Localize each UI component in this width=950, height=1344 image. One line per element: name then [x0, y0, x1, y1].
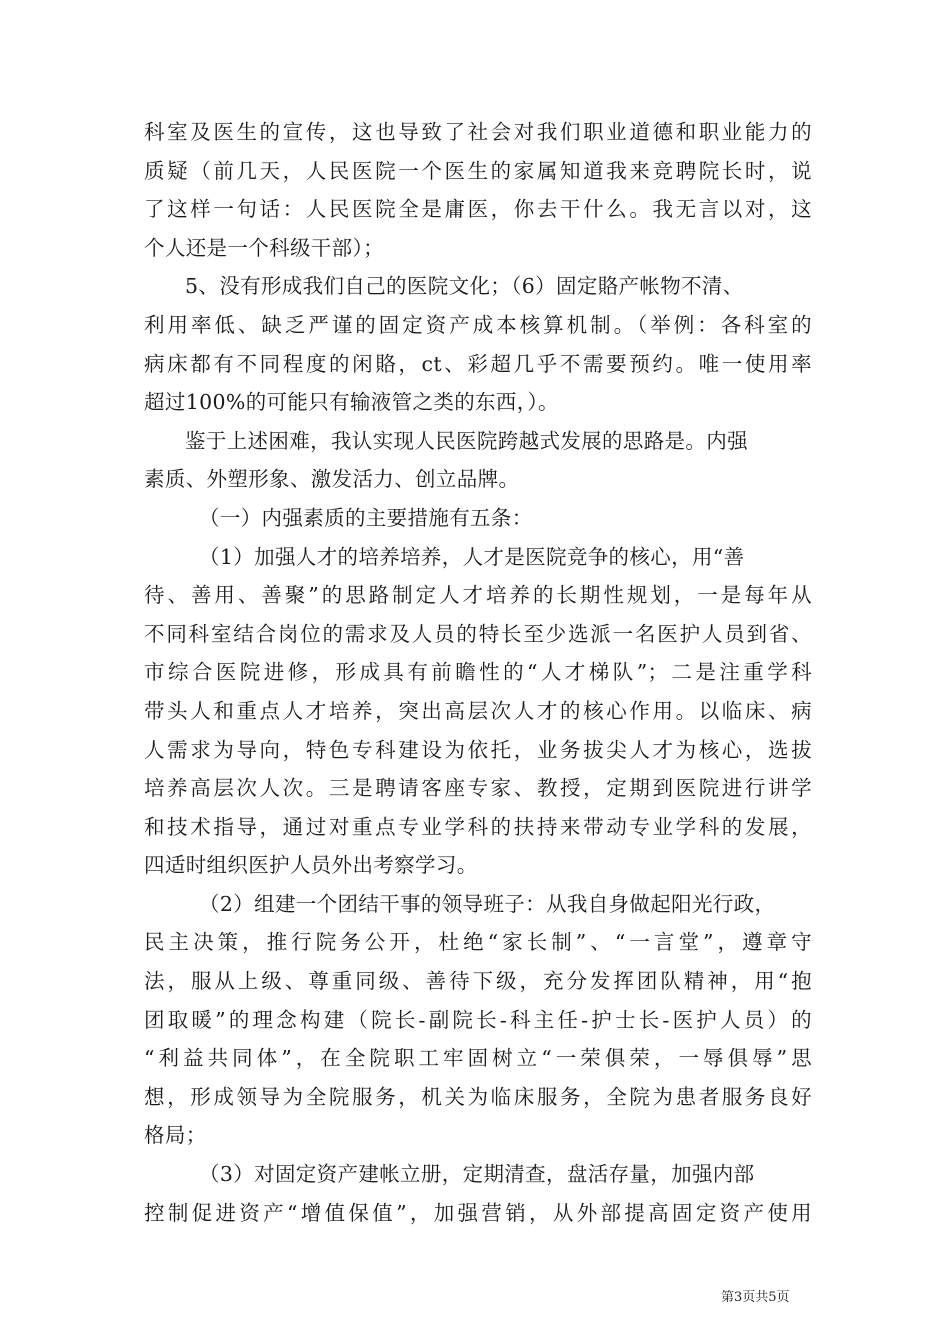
text-line: 和技术指导，通过对重点专业学科的扶持来带动专业学科的发展， — [144, 814, 812, 839]
text-line: 5、没有形成我们自己的医院文化；（6）固定賂产帐物不清、 — [185, 274, 744, 299]
text-line: 不同科室结合岗位的需求及人员的特长至少选派一名医护人员到省、 — [144, 621, 812, 646]
text-line: 病床都有不同程度的闲賂，ct、彩超几乎不需要预约。唯一使用率 — [144, 351, 812, 376]
text-line: 了这样一句话：人民医院全是庸医，你去干什么。我无言以对，这 — [144, 197, 812, 222]
text-line: （一）内强素质的主要措施有五条： — [199, 505, 533, 530]
text-line: “利益共同体”，在全院职工牢固树立“一荣俱荣，一辱俱辱”思 — [144, 1046, 812, 1071]
document-body — [144, 113, 812, 1232]
text-line: 民主决策，推行院务公开，杜绝“家长制”、“一言堂”，遵章守 — [144, 930, 812, 955]
text-line: 超过100%的可能只有输液管之类的东西，）。 — [144, 390, 559, 415]
text-line: 培养高层次人次。三是聘请客座专家、教授，定期到医院进行讲学 — [144, 776, 812, 801]
text-line: （2）组建一个团结干事的领导班子：从我自身做起阳光行政， — [199, 891, 776, 916]
text-line: 法，服从上级、尊重同级、善待下级，充分发挥团队精神，用“抱 — [144, 969, 812, 994]
text-line: （1）加强人才的培养培养，人才是医院竞争的核心，用“善 — [199, 544, 745, 569]
text-line: （3）对固定资产建帐立册，定期清查，盘活存量，加强内部 — [199, 1162, 755, 1187]
text-line: 团取暖”的理念构建（院长-副院长-科主任-护士长-医护人员）的 — [144, 1007, 812, 1032]
text-line: 四适时组织医护人员外出考察学习。 — [144, 853, 478, 878]
page-number: 第3页共5页 — [721, 1290, 790, 1305]
text-line: 鉴于上述困难，我认实现人民医院跨越式发展的思路是。内强 — [185, 428, 748, 453]
text-line: 个人还是一个科级干部）； — [144, 235, 384, 260]
text-line: 待、善用、善聚”的思路制定人才培养的长期性规划，一是每年从 — [144, 583, 812, 608]
text-line: 格局； — [144, 1123, 207, 1148]
text-line: 带头人和重点人才培养，突出高层次人才的核心作用。以临床、病 — [144, 698, 812, 723]
text-line: 控制促进资产“增值保值”，加强营销，从外部提高固定资产使用 — [144, 1200, 812, 1225]
text-line: 质疑（前几天，人民医院一个医生的家属知道我来竞聘院长时，说 — [144, 158, 812, 183]
text-line: 利用率低、缺乏严谨的固定资产成本核算机制。（举例：各科室的 — [144, 312, 812, 337]
text-line: 科室及医生的宣传，这也导致了社会对我们职业道德和职业能力的 — [144, 120, 812, 144]
text-line: 素质、外塑形象、激发活力、创立品牌。 — [144, 467, 520, 492]
text-line: 市综合医院进修，形成具有前瞻性的“人才梯队”；二是注重学科 — [144, 660, 812, 685]
text-line: 人需求为导向，特色专科建设为依托，业务拔尖人才为核心，选拔 — [144, 737, 812, 762]
text-line: 想，形成领导为全院服务，机关为临床服务，全院为患者服务良好 — [144, 1084, 812, 1109]
